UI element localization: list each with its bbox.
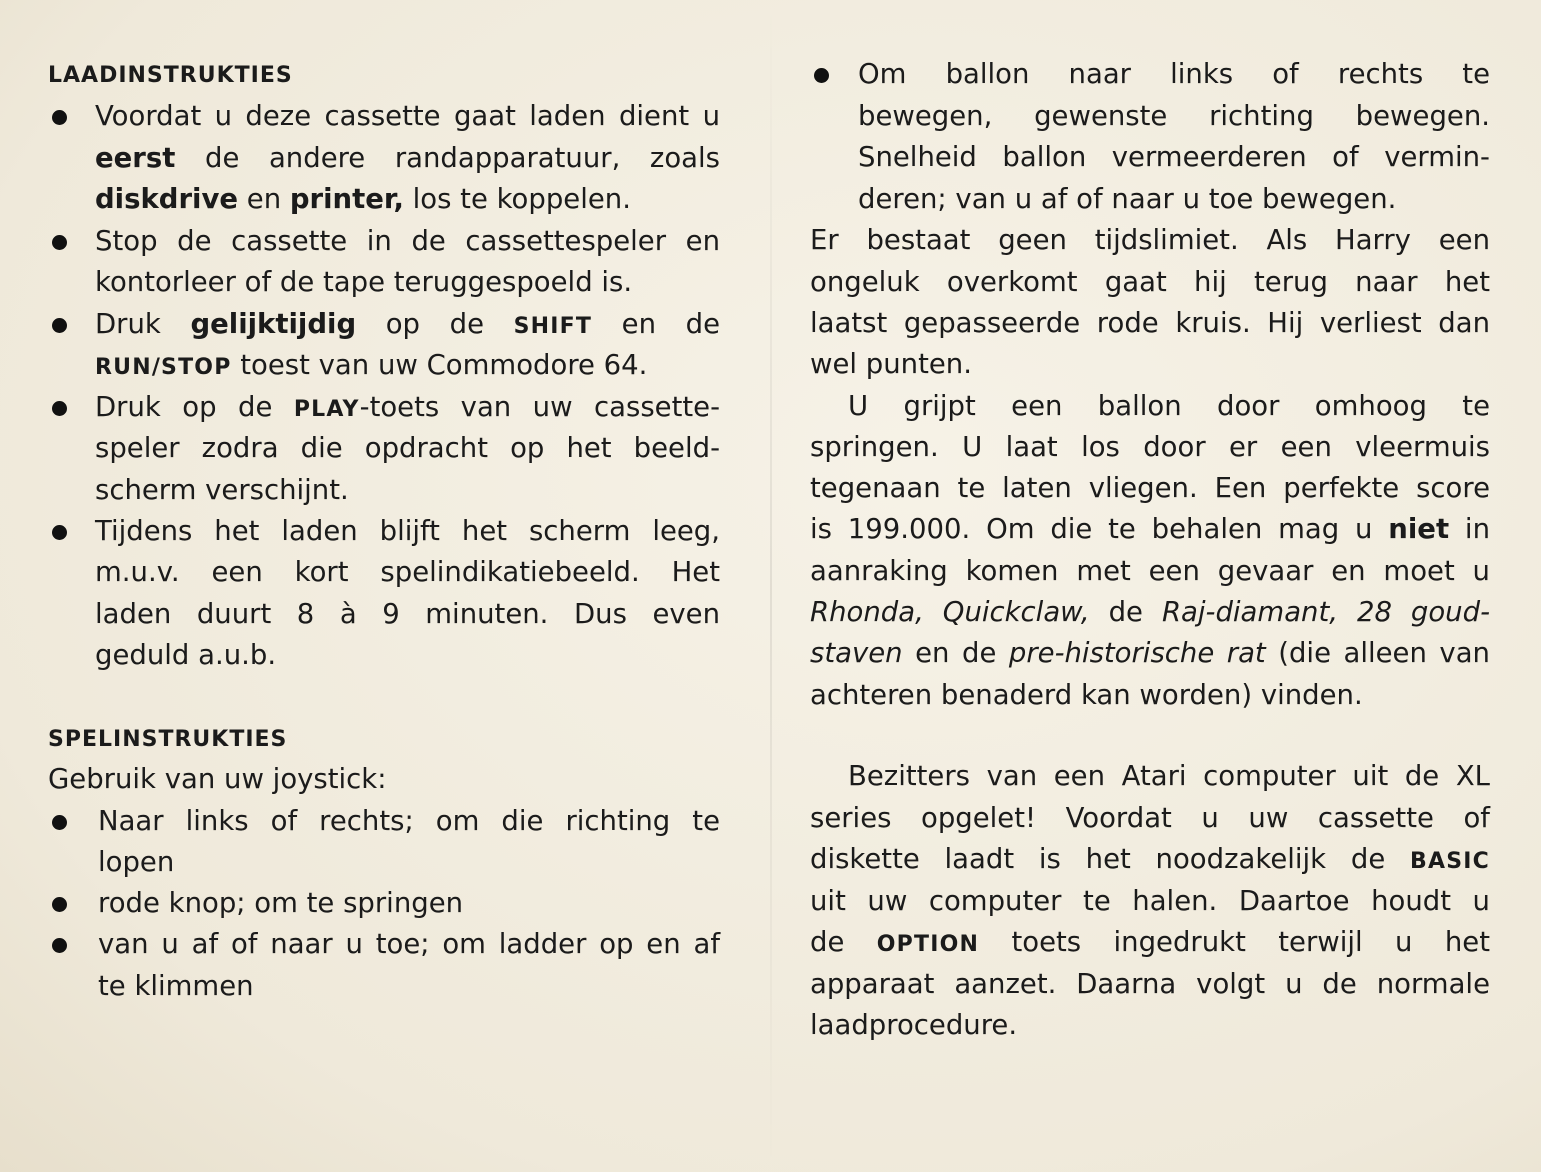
bullet-icon: [52, 897, 67, 912]
bullet-icon: [52, 318, 67, 333]
text-line: Bezitters van een Atari computer uit de XL: [848, 760, 1490, 792]
text-line: te klimmen: [98, 970, 254, 1002]
text-line: diskdrive en printer, los te koppelen.: [95, 183, 631, 215]
text-line: Er bestaat geen tijdslimiet. Als Harry een: [810, 224, 1490, 256]
text-line: scherm verschijnt.: [95, 474, 349, 506]
text-line: Rhonda, Quickclaw, de Raj-diamant, 28 goud-: [810, 596, 1490, 628]
text-line: springen. U laat los door er een vleermuis: [810, 431, 1490, 463]
text-line: diskette laadt is het noodzakelijk de BASIC: [810, 843, 1490, 875]
text-line: kontorleer of de tape teruggespoeld is.: [95, 266, 633, 298]
text-line: Voordat u deze cassette gaat laden dient u: [95, 100, 720, 132]
text-line: achteren benaderd kan worden) vinden.: [810, 679, 1363, 711]
text-line: staven en de pre-historische rat (die alleen van: [810, 637, 1490, 669]
text-line: Snelheid ballon vermeerderen of vermin-: [858, 141, 1490, 173]
text-line: laatst gepasseerde rode kruis. Hij verliest dan: [810, 307, 1490, 339]
page-fold: [770, 0, 772, 1172]
text-line: bewegen, gewenste richting bewegen.: [858, 100, 1490, 132]
text-line: tegenaan te laten vliegen. Een perfekte score: [810, 472, 1490, 504]
bullet-icon: [52, 110, 67, 125]
text-line: ongeluk overkomt gaat hij terug naar het: [810, 266, 1490, 298]
text-line: deren; van u af of naar u toe bewegen.: [858, 183, 1397, 215]
text-line: wel punten.: [810, 348, 972, 380]
text-line: Druk op de PLAY-toets van uw cassette-: [95, 391, 721, 423]
text-line: is 199.000. Om die te behalen mag u niet in: [810, 513, 1490, 545]
text-line: laden duurt 8 à 9 minuten. Dus even: [95, 598, 720, 630]
bullet-icon: [814, 68, 829, 83]
joystick-intro: Gebruik van uw joystick:: [48, 763, 387, 795]
text-line: laadprocedure.: [810, 1009, 1018, 1041]
text-line: series opgelet! Voordat u uw cassette of: [810, 802, 1490, 834]
bullet-icon: [52, 815, 67, 830]
text-line: de OPTION toets ingedrukt terwijl u het: [810, 926, 1490, 958]
text-line: RUN/STOP toest van uw Commodore 64.: [95, 349, 648, 381]
text-line: Stop de cassette in de cassettespeler en: [95, 225, 720, 257]
text-line: lopen: [98, 846, 175, 878]
text-line: aanraking komen met een gevaar en moet u: [810, 555, 1490, 587]
text-line: Om ballon naar links of rechts te: [858, 58, 1490, 90]
bullet-icon: [52, 938, 67, 953]
text-line: Naar links of rechts; om die richting te: [98, 805, 720, 837]
bullet-icon: [52, 235, 67, 250]
text-line: uit uw computer te halen. Daartoe houdt u: [810, 885, 1490, 917]
text-line: speler zodra die opdracht op het beeld-: [95, 432, 720, 464]
text-line: rode knop; om te springen: [98, 887, 464, 919]
text-line: Tijdens het laden blijft het scherm leeg,: [95, 515, 720, 547]
text-line: U grijpt een ballon door omhoog te: [848, 390, 1490, 422]
text-line: geduld a.u.b.: [95, 639, 277, 671]
spelinstrukties-heading: SPELINSTRUKTIES: [48, 727, 288, 752]
text-line: van u af of naar u toe; om ladder op en af: [98, 928, 720, 960]
text-line: eerst de andere randapparatuur, zoals: [95, 142, 720, 174]
bullet-icon: [52, 525, 67, 540]
text-line: m.u.v. een kort spelindikatiebeeld. Het: [95, 556, 720, 588]
text-line: apparaat aanzet. Daarna volgt u de normale: [810, 968, 1490, 1000]
text-line: Druk gelijktijdig op de SHIFT en de: [95, 308, 720, 340]
laadinstrukties-heading: LAADINSTRUKTIES: [48, 63, 293, 88]
bullet-icon: [52, 401, 67, 416]
